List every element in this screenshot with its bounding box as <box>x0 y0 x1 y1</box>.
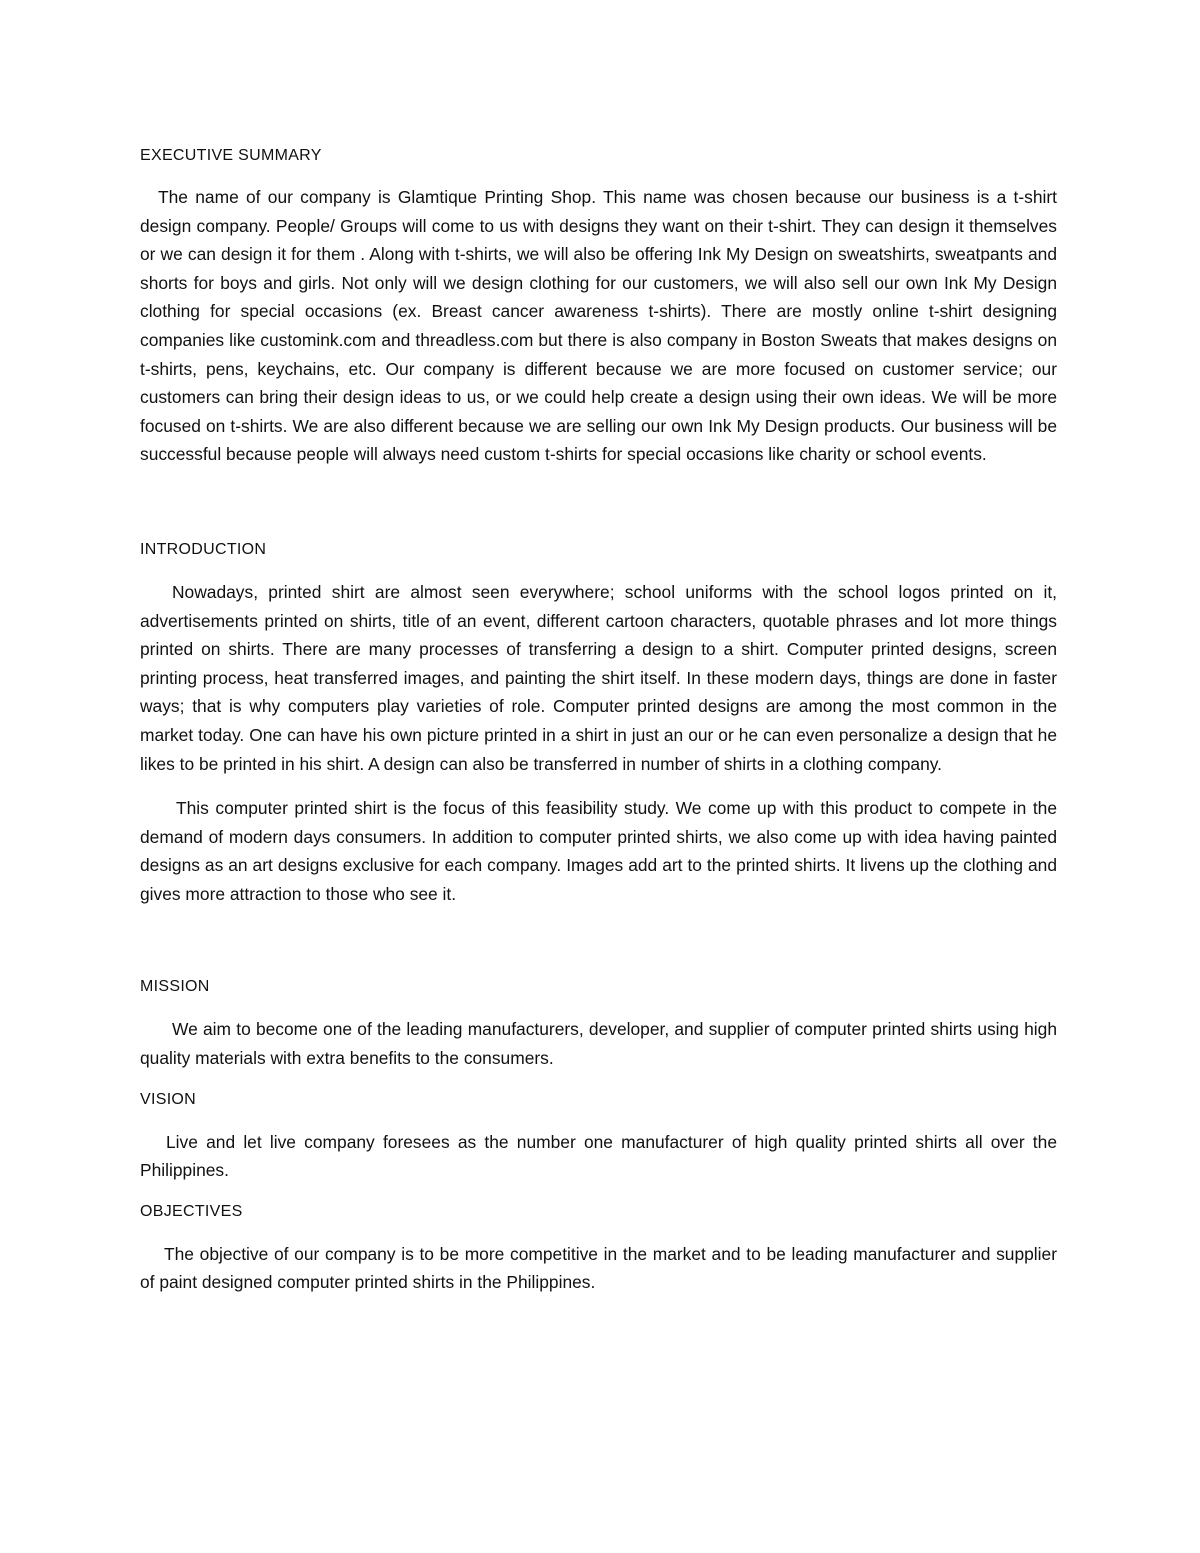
objectives-heading: OBJECTIVES <box>140 1202 243 1220</box>
vision-heading: VISION <box>140 1090 197 1108</box>
executive-summary-heading: EXECUTIVE SUMMARY <box>140 147 322 164</box>
introduction-paragraph-1: Nowadays, printed shirt are almost seen everywhere; school uniforms with the school logos printed on it, advertisements printed on shirts, title of an event, different cartoon characters, quotable phrases and lot more things printed on shirts. There are many processes of transferring a design to a shirt. Computer printed designs, screen printing process, heat transferred images, and painting the shirt itself. In these modern days, things are done in faster ways; that is why computers play varieties of role. Computer printed designs are among the most common in the market today. One can have his own picture printed in a shirt in just an our or he can even personalize a design that he likes to be printed in his shirt. A design can also be transferred in number of shirts in a clothing company. <box>140 581 1057 774</box>
document-page <box>140 144 1057 1297</box>
executive-summary-paragraph: The name of our company is Glamtique Printing Shop. This name was chosen because our business is a t-shirt design company. People/ Groups will come to us with designs they want on their t-shirt. They can design it themselves or we can design it for them . Along with t-shirts, we will also be offering Ink My Design on sweatshirts, sweatpants and shorts for boys and girls. Not only will we design clothing for our customers, we will also sell our own Ink My Design clothing for special occasions (ex. Breast cancer awareness t-shirts). There are mostly online t-shirt designing companies like customink.com and threadless.com but there is also company in Boston Sweats that makes designs on t-shirts, pens, keychains, etc. Our company is different because we are more focused on customer service; our customers can bring their design ideas to us, or we could help create a design using their own ideas. We will be more focused on t-shirts. We are also different because we are selling our own Ink My Design products. Our business will be successful because people will always need custom t-shirts for special occasions like charity or school events. <box>140 187 1057 465</box>
introduction-heading: INTRODUCTION <box>140 540 267 558</box>
vision-paragraph: Live and let live company foresees as the number one manufacturer of high quality printed shirts all over the Philippines. <box>140 1131 1057 1181</box>
mission-paragraph: We aim to become one of the leading manufacturers, developer, and supplier of computer printed shirts using high quality materials with extra benefits to the consumers. <box>140 1019 1057 1069</box>
introduction-paragraph-2: This computer printed shirt is the focus of this feasibility study. We come up with this product to compete in the demand of modern days consumers. In addition to computer printed shirts, we also come up with idea having painted designs as an art designs exclusive for each company. Images add art to the printed shirts. It livens up the clothing and gives more attraction to those who see it. <box>140 798 1057 904</box>
objectives-paragraph: The objective of our company is to be more competitive in the market and to be leading manufacturer and supplier of paint designed computer printed shirts in the Philippines. <box>140 1243 1057 1293</box>
mission-heading: MISSION <box>140 978 210 996</box>
